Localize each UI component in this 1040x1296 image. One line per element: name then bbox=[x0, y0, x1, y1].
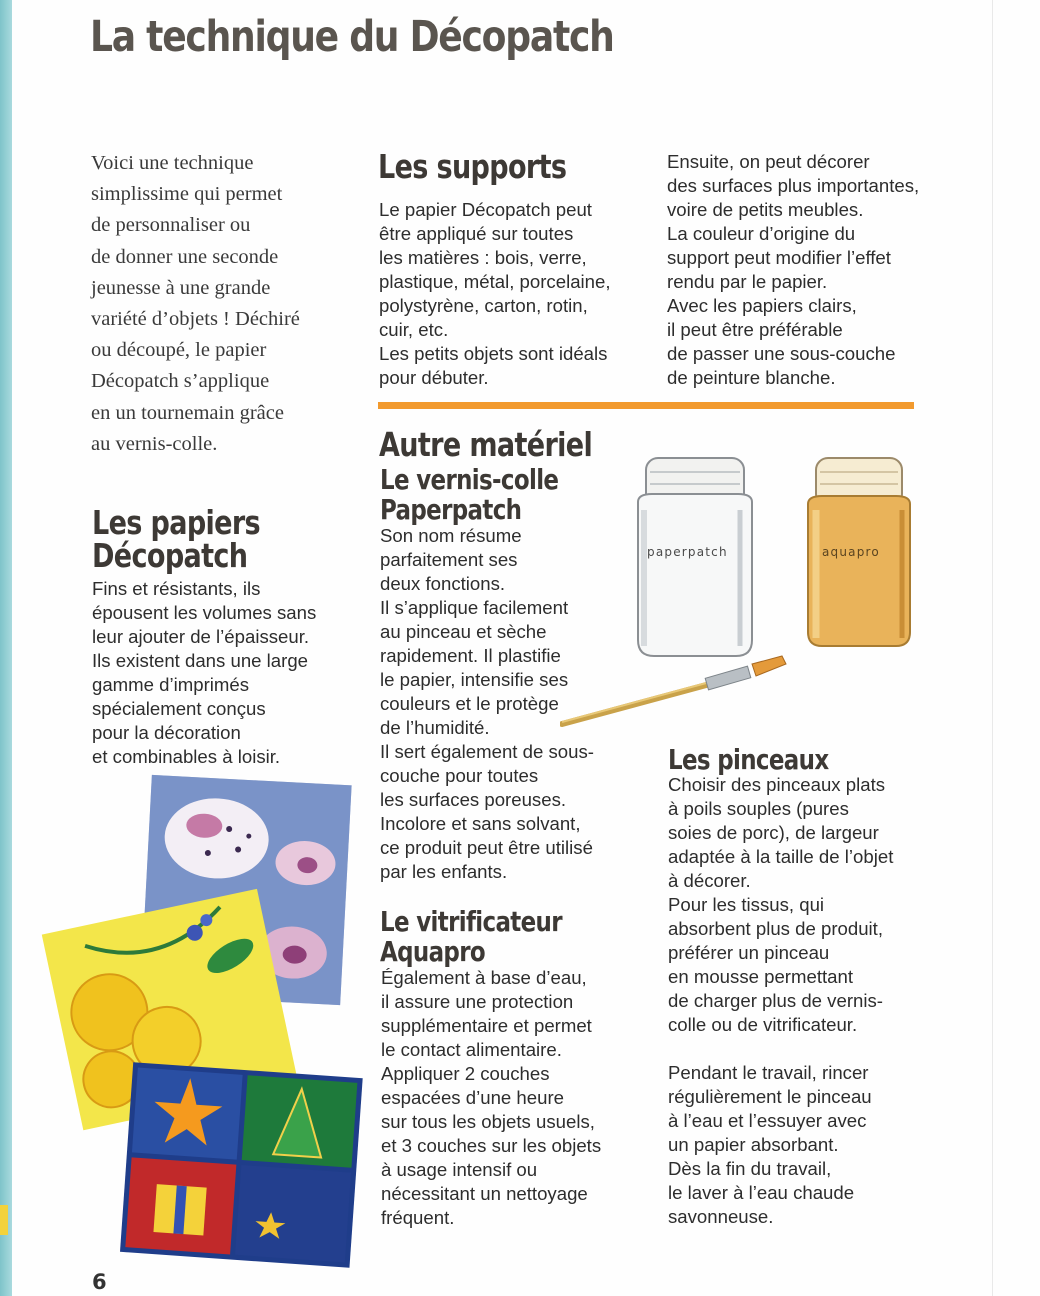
papiers-body: Fins et résistants, ils épousent les volumes sans leur ajouter de l’épaisseur. Ils existent dans une large gamme d’imprimés spécialement conçus pour la décoration et combinables à loisir. bbox=[92, 578, 317, 767]
page-title: La technique du Décopatch bbox=[90, 12, 614, 62]
papiers-heading: Les papiers Décopatch bbox=[92, 503, 260, 575]
paperpatch-jar-image bbox=[638, 458, 752, 656]
svg-text:paperpatch: paperpatch bbox=[647, 545, 728, 559]
page-number: 6 bbox=[92, 1270, 107, 1294]
vernis-heading: Le vernis-colle Paperpatch bbox=[380, 463, 559, 526]
aquapro-jar-image bbox=[808, 458, 910, 646]
paper-samples-collage bbox=[36, 770, 366, 1270]
supports-body-continued: Ensuite, on peut décorer des surfaces plus importantes, voire de petits meubles. La couleur d’origine du support peut modifier l’effet rendu par le papier. Avec les papiers clairs, il peut être préférable de passer une sous-couche de peinture blanche. bbox=[667, 151, 920, 388]
svg-text:aquapro: aquapro bbox=[822, 545, 880, 559]
autre-materiel-heading: Autre matériel bbox=[379, 425, 593, 464]
edge-tab bbox=[0, 1205, 8, 1235]
page-edge-strip bbox=[0, 0, 12, 1296]
vitrificateur-body: Également à base d’eau, il assure une protection supplémentaire et permet le contact alimentaire. Appliquer 2 couches espacées d’une heure sur tous les objets usuels, et 3 couches sur les objets à usage intensif ou nécessitant un nettoyage fréquent. bbox=[381, 967, 602, 1228]
vitrificateur-heading: Le vitrificateur Aquapro bbox=[380, 905, 562, 968]
supports-heading: Les supports bbox=[378, 147, 567, 186]
vernis-body: Son nom résume parfaitement ses deux fonctions. Il s’applique facilement au pinceau et sèche rapidement. Il plastifie le papier, intensifie ses couleurs et le protège de l’humidité. Il sert également de sous- couche pour toutes les surfaces poreuses. Incolore et sans solvant, ce produit peut être utilisé par les enfants. bbox=[380, 525, 594, 882]
intro-text: Voici une technique simplissime qui permet de personnaliser ou de donner une seconde jeunesse à une grande variété d’objets ! Déchiré ou découpé, le papier Décopatch s’applique en un tournemain grâce au vernis-colle. bbox=[91, 152, 300, 455]
page-fold-line bbox=[992, 0, 993, 1296]
supports-body: Le papier Décopatch peut être appliqué sur toutes les matières : bois, verre, plastique, métal, porcelaine, polystyrène, carton, rotin, cuir, etc. Les petits objets sont idéals pour débuter. bbox=[379, 199, 611, 388]
section-divider bbox=[378, 402, 914, 409]
pinceaux-heading: Les pinceaux bbox=[668, 743, 829, 776]
jars-and-brush-illustration bbox=[560, 450, 940, 740]
pinceaux-body: Choisir des pinceaux plats à poils souples (pures soies de porc), de largeur adaptée à la taille de l’objet à décorer. Pour les tissus, qui absorbent plus de produit, préférer un pinceau en mousse permettant de charger plus de vernis- colle ou de vitrificateur. Pendant le travail, rincer régulièrement le pinceau à l’eau et l’essuyer avec un papier absorbant. Dès la fin du travail, le laver à l’eau chaude savonneuse. bbox=[668, 774, 894, 1227]
brush-image bbox=[562, 656, 786, 724]
christmas-paper-image bbox=[120, 1062, 363, 1268]
